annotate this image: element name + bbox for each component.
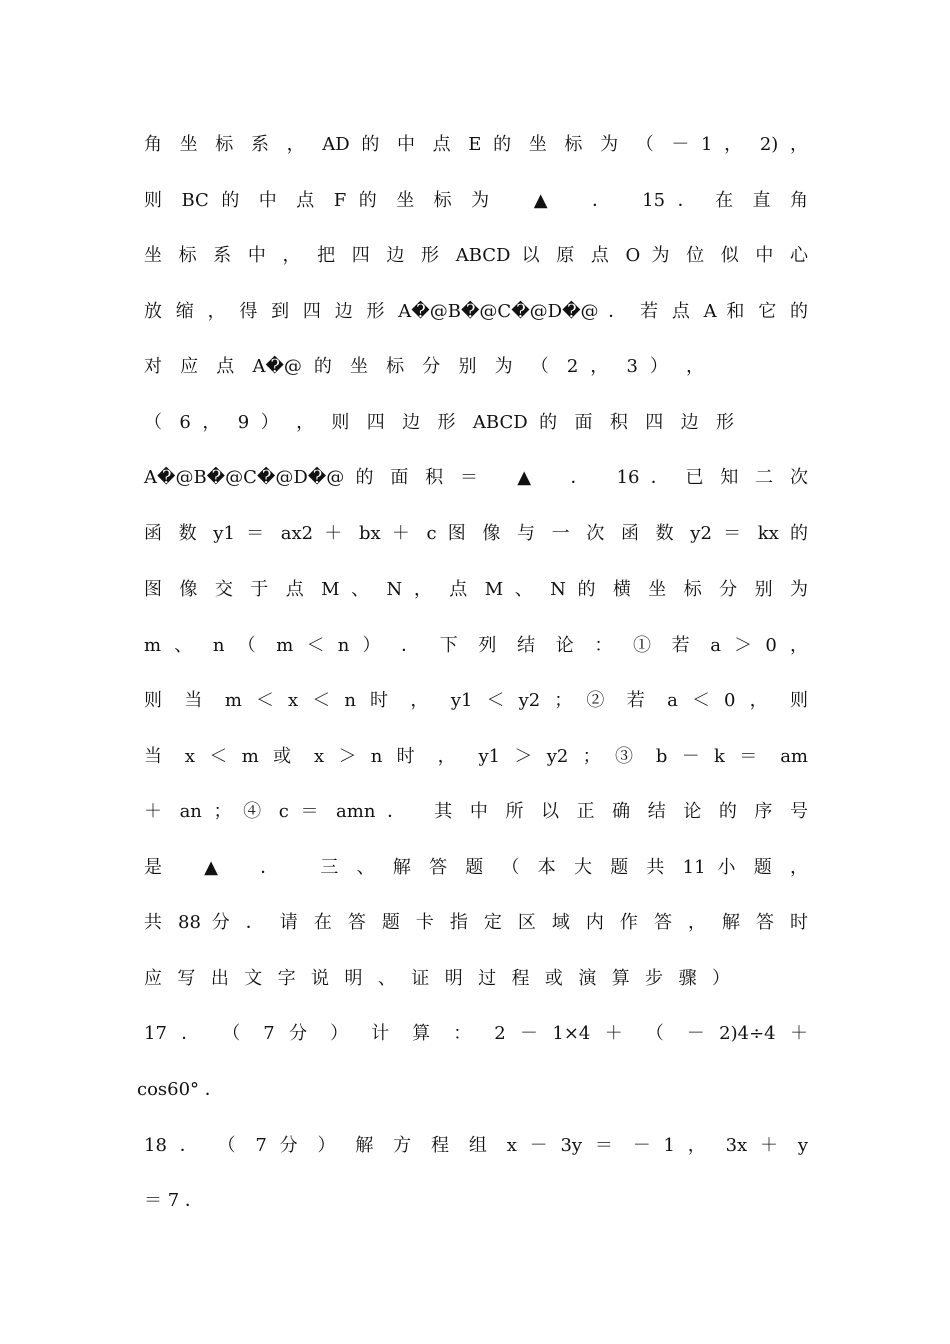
text-line-9: 图 像 交 于 点 M 、 N ， 点 M 、 N 的 横 坐 标 分 别 为 xyxy=(144,579,808,600)
text-line-13: ＋ an ； ④ c ＝ amn ． 其 中 所 以 正 确 结 论 的 序 号 xyxy=(144,801,808,822)
text-line-19: 18 ． （ 7 分 ） 解 方 程 组 x － 3y ＝ － 1 ， 3x ＋ y xyxy=(144,1135,808,1156)
text-line-11: 则 当 m ＜ x ＜ n 时 ， y1 ＜ y2 ； ② 若 a ＜ 0 ， 则 xyxy=(144,690,808,711)
text-line-14: 是 ▲ ． 三 、 解 答 题 （ 本 大 题 共 11 小 题 ， xyxy=(144,857,808,878)
text-line-1: 角 坐 标 系 ， AD 的 中 点 E 的 坐 标 为 （ － 1 ， 2) ， xyxy=(144,134,808,155)
text-line-10: m 、 n （ m ＜ n ） ． 下 列 结 论 ： ① 若 a ＞ 0 ， xyxy=(144,635,808,656)
text-line-7: A�@B�@C�@D�@ 的 面 积 ＝ ▲ ． 16 ． 已 知 二 次 xyxy=(144,467,808,488)
text-line-16: 应 写 出 文 字 说 明 、 证 明 过 程 或 演 算 步 骤 ） xyxy=(144,968,730,989)
text-line-3: 坐 标 系 中 ， 把 四 边 形 ABCD 以 原 点 O 为 位 似 中 心 xyxy=(144,245,808,266)
text-line-5: 对 应 点 A�@ 的 坐 标 分 别 为 （ 2 ， 3 ） ， xyxy=(144,356,704,377)
text-line-8: 函 数 y1 ＝ ax2 ＋ bx ＋ c 图 像 与 一 次 函 数 y2 ＝ kx 的 xyxy=(144,523,808,544)
text-line-15: 共 88 分 ． 请 在 答 题 卡 指 定 区 域 内 作 答 ， 解 答 时 xyxy=(144,912,808,933)
text-line-20: ＝ 7 ． xyxy=(144,1190,203,1211)
text-line-12: 当 x ＜ m 或 x ＞ n 时 ， y1 ＞ y2 ； ③ b － k ＝ am xyxy=(144,746,808,767)
text-line-17: 17 ． （ 7 分 ） 计 算 ： 2 － 1×4 ＋ （ － 2)4÷4 ＋ xyxy=(144,1023,808,1044)
text-line-4: 放 缩 ， 得 到 四 边 形 A�@B�@C�@D�@ ． 若 点 A 和 它 的 xyxy=(144,301,808,322)
text-line-6: （ 6 ， 9 ） ， 则 四 边 形 ABCD 的 面 积 四 边 形 xyxy=(144,412,734,433)
text-line-2: 则 BC 的 中 点 F 的 坐 标 为 ▲ ． 15 ． 在 直 角 xyxy=(144,190,808,211)
text-line-18: cos60° ． xyxy=(137,1079,223,1100)
